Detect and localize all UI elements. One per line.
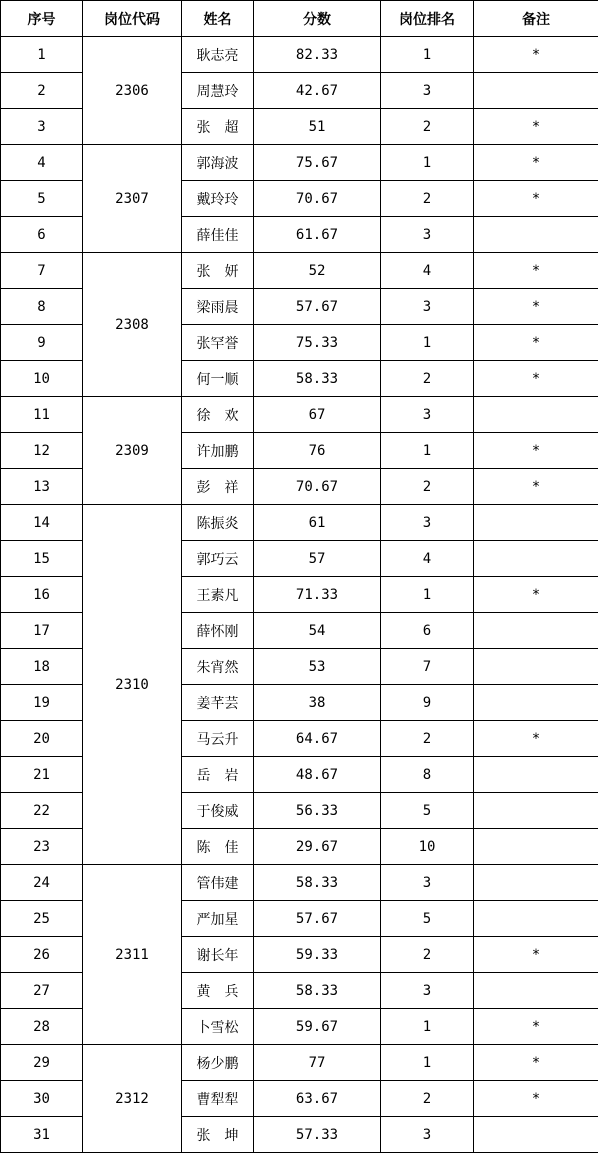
score-cell: 71.33 <box>254 577 381 613</box>
score-cell: 57 <box>254 541 381 577</box>
rank-cell: 3 <box>381 505 474 541</box>
rank-cell: 10 <box>381 829 474 865</box>
rank-cell: 2 <box>381 1081 474 1117</box>
remark-cell: * <box>474 361 598 397</box>
seq-cell: 14 <box>1 505 83 541</box>
score-cell: 82.33 <box>254 37 381 73</box>
seq-cell: 24 <box>1 865 83 901</box>
rank-cell: 3 <box>381 973 474 1009</box>
remark-cell <box>474 901 598 937</box>
rank-cell: 2 <box>381 109 474 145</box>
name-cell: 朱宵然 <box>182 649 254 685</box>
position-code-cell: 2307 <box>83 145 182 253</box>
name-cell: 梁雨晨 <box>182 289 254 325</box>
rank-cell: 1 <box>381 145 474 181</box>
rank-cell: 5 <box>381 793 474 829</box>
remark-cell <box>474 397 598 433</box>
rank-cell: 2 <box>381 181 474 217</box>
seq-cell: 17 <box>1 613 83 649</box>
seq-cell: 6 <box>1 217 83 253</box>
name-cell: 马云升 <box>182 721 254 757</box>
name-cell: 薛佳佳 <box>182 217 254 253</box>
seq-cell: 19 <box>1 685 83 721</box>
rank-cell: 2 <box>381 469 474 505</box>
score-cell: 29.67 <box>254 829 381 865</box>
rank-cell: 3 <box>381 865 474 901</box>
seq-cell: 26 <box>1 937 83 973</box>
seq-cell: 12 <box>1 433 83 469</box>
table-row <box>1 37 598 73</box>
name-cell: 黄 兵 <box>182 973 254 1009</box>
seq-cell: 18 <box>1 649 83 685</box>
name-cell: 张 坤 <box>182 1117 254 1153</box>
seq-cell: 3 <box>1 109 83 145</box>
remark-cell <box>474 613 598 649</box>
rank-cell: 9 <box>381 685 474 721</box>
name-cell: 姜芊芸 <box>182 685 254 721</box>
score-cell: 53 <box>254 649 381 685</box>
seq-cell: 20 <box>1 721 83 757</box>
seq-cell: 1 <box>1 37 83 73</box>
score-cell: 61 <box>254 505 381 541</box>
remark-cell: * <box>474 937 598 973</box>
seq-cell: 27 <box>1 973 83 1009</box>
remark-cell: * <box>474 325 598 361</box>
name-cell: 徐 欢 <box>182 397 254 433</box>
score-cell: 58.33 <box>254 865 381 901</box>
remark-cell <box>474 541 598 577</box>
position-code-cell: 2306 <box>83 37 182 145</box>
rank-cell: 3 <box>381 397 474 433</box>
remark-cell <box>474 505 598 541</box>
seq-cell: 23 <box>1 829 83 865</box>
seq-cell: 4 <box>1 145 83 181</box>
remark-cell <box>474 649 598 685</box>
position-code-cell: 2312 <box>83 1045 182 1153</box>
remark-cell: * <box>474 253 598 289</box>
rank-cell: 2 <box>381 721 474 757</box>
remark-cell <box>474 757 598 793</box>
rank-cell: 3 <box>381 217 474 253</box>
seq-cell: 29 <box>1 1045 83 1081</box>
table-row <box>1 397 598 433</box>
rank-cell: 3 <box>381 289 474 325</box>
seq-cell: 31 <box>1 1117 83 1153</box>
header-position-rank: 岗位排名 <box>381 1 474 37</box>
name-cell: 杨少鹏 <box>182 1045 254 1081</box>
remark-cell <box>474 793 598 829</box>
seq-cell: 13 <box>1 469 83 505</box>
score-cell: 38 <box>254 685 381 721</box>
rank-cell: 5 <box>381 901 474 937</box>
header-seq: 序号 <box>1 1 83 37</box>
name-cell: 彭 祥 <box>182 469 254 505</box>
name-cell: 周慧玲 <box>182 73 254 109</box>
header-score: 分数 <box>254 1 381 37</box>
position-code-cell: 2308 <box>83 253 182 397</box>
name-cell: 张 超 <box>182 109 254 145</box>
seq-cell: 5 <box>1 181 83 217</box>
remark-cell: * <box>474 433 598 469</box>
header-row <box>1 1 598 37</box>
name-cell: 王素凡 <box>182 577 254 613</box>
score-cell: 59.67 <box>254 1009 381 1045</box>
score-cell: 77 <box>254 1045 381 1081</box>
remark-cell: * <box>474 1009 598 1045</box>
remark-cell: * <box>474 109 598 145</box>
table-row <box>1 253 598 289</box>
remark-cell <box>474 217 598 253</box>
score-cell: 63.67 <box>254 1081 381 1117</box>
rank-cell: 1 <box>381 1009 474 1045</box>
name-cell: 郭巧云 <box>182 541 254 577</box>
name-cell: 陈 佳 <box>182 829 254 865</box>
table-body <box>1 37 598 1153</box>
rank-cell: 1 <box>381 577 474 613</box>
score-cell: 51 <box>254 109 381 145</box>
score-cell: 56.33 <box>254 793 381 829</box>
rank-cell: 2 <box>381 361 474 397</box>
remark-cell <box>474 73 598 109</box>
table-row <box>1 145 598 181</box>
remark-cell: * <box>474 1081 598 1117</box>
score-cell: 76 <box>254 433 381 469</box>
seq-cell: 8 <box>1 289 83 325</box>
remark-cell: * <box>474 1045 598 1081</box>
rank-cell: 7 <box>381 649 474 685</box>
score-cell: 75.33 <box>254 325 381 361</box>
rank-cell: 1 <box>381 1045 474 1081</box>
remark-cell: * <box>474 181 598 217</box>
name-cell: 耿志亮 <box>182 37 254 73</box>
seq-cell: 2 <box>1 73 83 109</box>
remark-cell: * <box>474 469 598 505</box>
seq-cell: 21 <box>1 757 83 793</box>
score-cell: 58.33 <box>254 973 381 1009</box>
name-cell: 卜雪松 <box>182 1009 254 1045</box>
score-cell: 48.67 <box>254 757 381 793</box>
name-cell: 严加星 <box>182 901 254 937</box>
name-cell: 许加鹏 <box>182 433 254 469</box>
name-cell: 张 妍 <box>182 253 254 289</box>
seq-cell: 22 <box>1 793 83 829</box>
score-cell: 57.33 <box>254 1117 381 1153</box>
remark-cell: * <box>474 37 598 73</box>
seq-cell: 9 <box>1 325 83 361</box>
score-cell: 54 <box>254 613 381 649</box>
score-cell: 57.67 <box>254 901 381 937</box>
score-cell: 57.67 <box>254 289 381 325</box>
rank-cell: 4 <box>381 541 474 577</box>
name-cell: 薛怀刚 <box>182 613 254 649</box>
rank-cell: 4 <box>381 253 474 289</box>
position-code-cell: 2309 <box>83 397 182 505</box>
table-row <box>1 1045 598 1081</box>
name-cell: 郭海波 <box>182 145 254 181</box>
score-cell: 58.33 <box>254 361 381 397</box>
seq-cell: 25 <box>1 901 83 937</box>
remark-cell <box>474 973 598 1009</box>
seq-cell: 11 <box>1 397 83 433</box>
rank-cell: 8 <box>381 757 474 793</box>
score-cell: 52 <box>254 253 381 289</box>
remark-cell <box>474 1117 598 1153</box>
score-cell: 64.67 <box>254 721 381 757</box>
rank-cell: 3 <box>381 1117 474 1153</box>
rank-cell: 6 <box>381 613 474 649</box>
header-position-code: 岗位代码 <box>83 1 182 37</box>
position-code-cell: 2310 <box>83 505 182 865</box>
remark-cell: * <box>474 289 598 325</box>
score-cell: 70.67 <box>254 181 381 217</box>
name-cell: 岳 岩 <box>182 757 254 793</box>
score-cell: 70.67 <box>254 469 381 505</box>
seq-cell: 10 <box>1 361 83 397</box>
name-cell: 何一顺 <box>182 361 254 397</box>
score-cell: 61.67 <box>254 217 381 253</box>
name-cell: 张罕誉 <box>182 325 254 361</box>
rank-cell: 2 <box>381 937 474 973</box>
remark-cell <box>474 829 598 865</box>
rank-cell: 3 <box>381 73 474 109</box>
seq-cell: 7 <box>1 253 83 289</box>
table-row <box>1 505 598 541</box>
seq-cell: 15 <box>1 541 83 577</box>
score-cell: 75.67 <box>254 145 381 181</box>
remark-cell <box>474 865 598 901</box>
rank-cell: 1 <box>381 433 474 469</box>
seq-cell: 16 <box>1 577 83 613</box>
name-cell: 戴玲玲 <box>182 181 254 217</box>
seq-cell: 30 <box>1 1081 83 1117</box>
position-code-cell: 2311 <box>83 865 182 1045</box>
name-cell: 陈振炎 <box>182 505 254 541</box>
rank-cell: 1 <box>381 37 474 73</box>
remark-cell: * <box>474 145 598 181</box>
remark-cell: * <box>474 721 598 757</box>
score-cell: 59.33 <box>254 937 381 973</box>
score-cell: 42.67 <box>254 73 381 109</box>
remark-cell <box>474 685 598 721</box>
name-cell: 谢长年 <box>182 937 254 973</box>
header-remark: 备注 <box>474 1 598 37</box>
header-name: 姓名 <box>182 1 254 37</box>
remark-cell: * <box>474 577 598 613</box>
name-cell: 曹犁犁 <box>182 1081 254 1117</box>
name-cell: 管伟建 <box>182 865 254 901</box>
rank-cell: 1 <box>381 325 474 361</box>
score-cell: 67 <box>254 397 381 433</box>
table-row <box>1 865 598 901</box>
name-cell: 于俊威 <box>182 793 254 829</box>
seq-cell: 28 <box>1 1009 83 1045</box>
